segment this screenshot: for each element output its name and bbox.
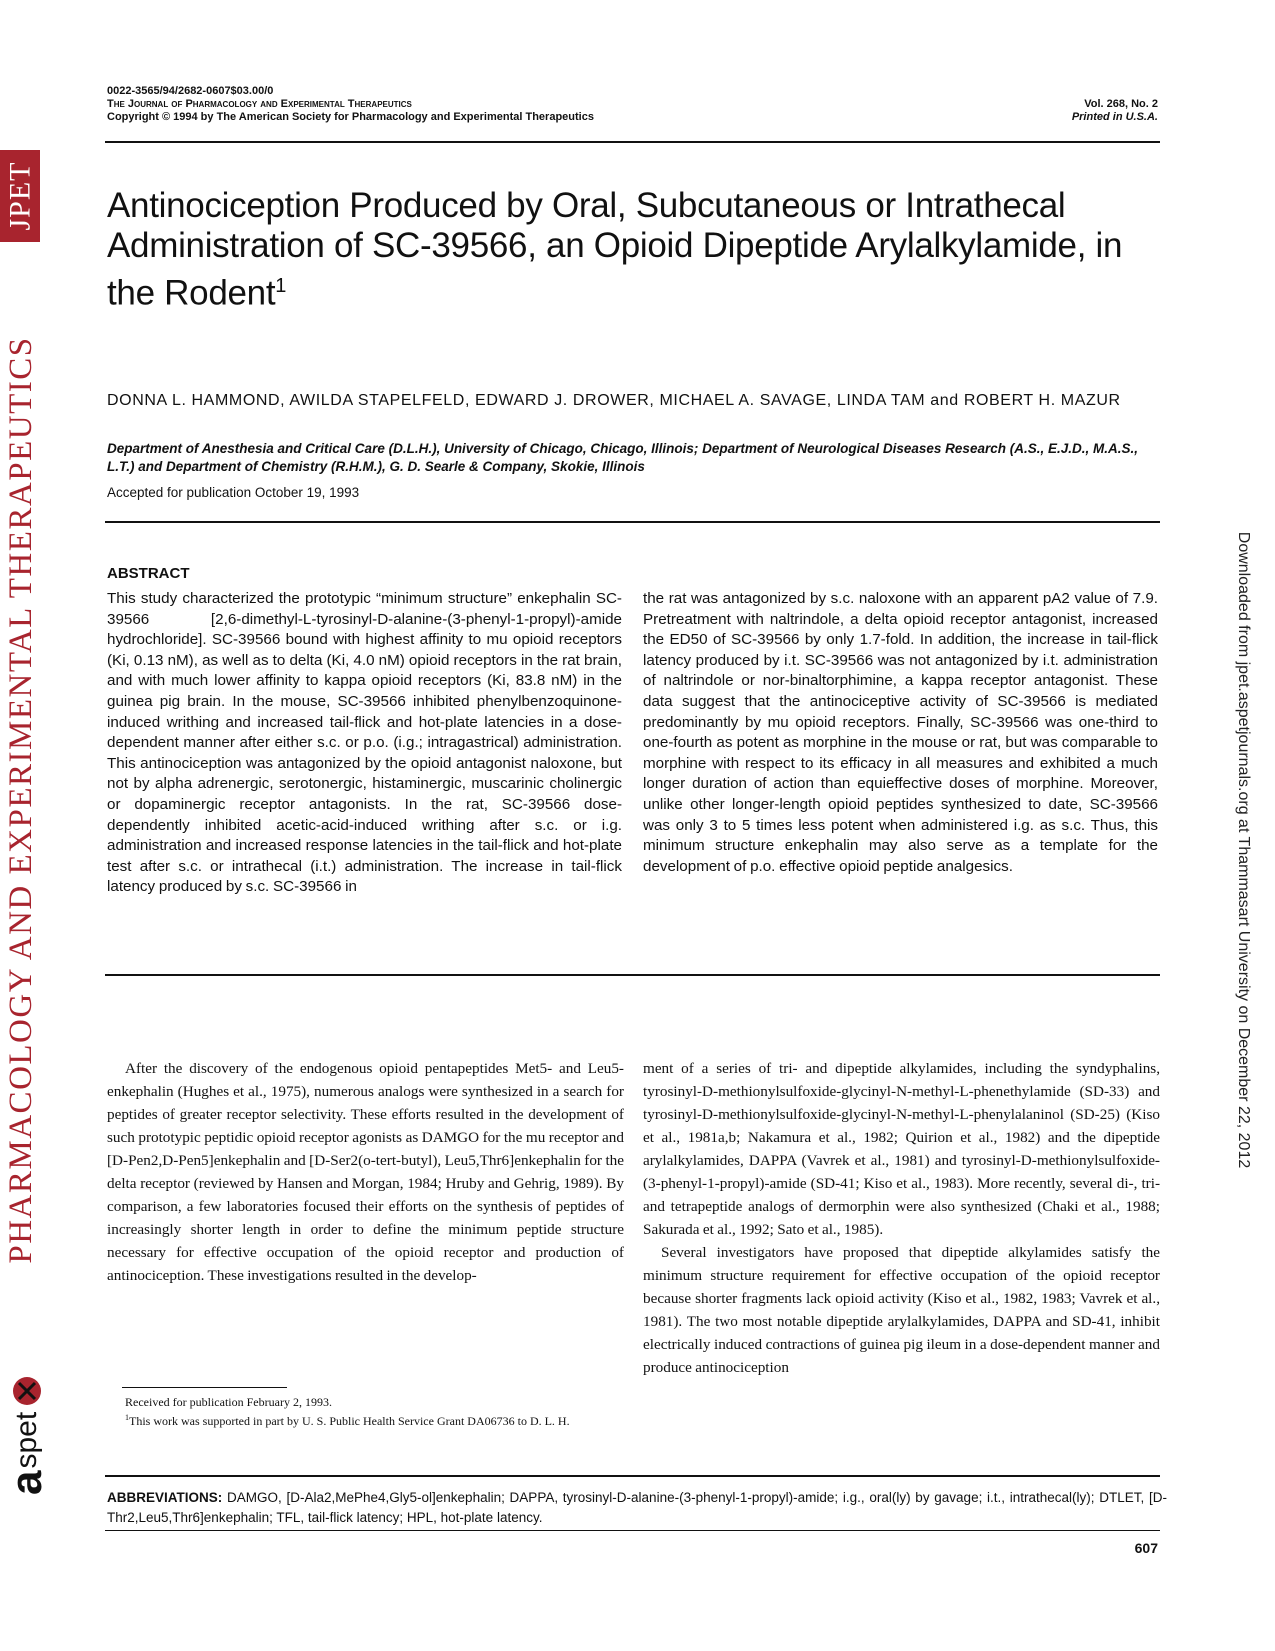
abstract-top-rule bbox=[105, 521, 1160, 523]
printed-in: Printed in U.S.A. bbox=[1071, 111, 1158, 123]
funding-footnote bbox=[107, 1410, 617, 1429]
body-paragraph: Several investigators have proposed that dipeptide alkylamides satisfy the minimum structure requirement for effective occupation of the opioid receptor because shorter fragments lack opioid activity (Kiso et al., 1982, 1983; Vavrek et al., 1981). The two most notable dipeptide arylalkylamides, DAPPA and SD-41, inhibit electrically induced contractions of guinea pig ileum in a dose-dependent manner and produce antinociception bbox=[643, 1244, 1160, 1376]
aspet-logo-a: a bbox=[2, 1470, 51, 1495]
article-title-text: Antinociception Produced by Oral, Subcutaneous or Intrathecal Administration of SC-39566, an Opioid Dipeptide Arylalkylamide, in the Rodent bbox=[107, 186, 1123, 313]
volume-info bbox=[1072, 98, 1158, 124]
footnote-rule bbox=[122, 1387, 287, 1388]
abstract-column-right bbox=[643, 589, 1158, 877]
abstract-column-left bbox=[107, 589, 622, 898]
jpet-badge bbox=[0, 150, 40, 242]
received-date: Received for publication February 2, 1993. bbox=[125, 1395, 332, 1409]
body-paragraph: ment of a series of tri- and dipeptide alkylamides, including the syndyphalins, tyrosinyl-D-methionylsulfoxide-glycinyl-N-methyl-L-phenethylamide (SD-33) and tyrosinyl-D-methionylsulfoxide-glycinyl-N-methyl-L-phenylalaninol (SD-25) (Kiso et al., 1981a,b; Nakamura et al., 1982; Quirion et al., 1982) and the dipeptide arylalkylamides, DAPPA (Vavrek et al., 1981) and tyrosinyl-D-methionylsulfoxide-(3-phenyl-1-propyl)-amide (SD-41; Kiso et al., 1983). More recently, several di-, tri- and tetrapeptide analogs of dermorphin were also synthesized (Chaki et al., 1988; Sakurada et al., 1992; Sato et al., 1985). bbox=[643, 1060, 1160, 1238]
abstract-text-left: This study characterized the prototypic “minimum structure” enkephalin SC-39566 [2,6-dimethyl-L-tyrosinyl-D-alanine-(3-phenyl-1-propyl)-amide hydrochloride]. SC-39566 bound with highest affinity to mu opioid receptors (Ki, 0.13 nM), as well as to delta (Ki, 4.0 nM) opioid receptors in the rat brain, and with much lower affinity to kappa opioid receptors (Ki, 83.8 nM) in the guinea pig brain. In the mouse, SC-39566 inhibited phenylbenzoquinone-induced writhing and increased tail-flick and hot-plate latencies in a dose-dependent manner after either s.c. or p.o. (i.g.; intragastrical) administration. This antinociception was antagonized by the opioid antagonist naloxone, but not by alpha adrenergic, serotonergic, histaminergic, muscarinic cholinergic or dopaminergic receptor antagonists. In the rat, SC-39566 dose-dependently inhibited acetic-acid-induced writhing after s.c. or i.g. administration and increased response latencies in the tail-flick and hot-plate test after s.c. or intrathecal (i.t.) administration. The increase in tail-flick latency produced by s.c. SC-39566 in bbox=[107, 590, 622, 896]
abbreviations-text: DAMGO, [D-Ala2,MePhe4,Gly5-ol]enkephalin; DAPPA, tyrosinyl-D-alanine-(3-phenyl-1-propyl)-amide; i.g., oral(ly) by gavage; i.t., intrathecal(ly); DTLET, [D-Thr2,Leu5,Thr6]enkephalin; TFL, tail-flick latency; HPL, hot-plate latency. bbox=[107, 1490, 1167, 1525]
abbreviations-label: ABBREVIATIONS: bbox=[107, 1490, 223, 1505]
header-rule bbox=[105, 141, 1160, 143]
body-column-left bbox=[107, 1057, 624, 1287]
journal-header bbox=[107, 85, 594, 124]
molecule-icon bbox=[10, 1374, 44, 1408]
aspet-logo-word: spet bbox=[10, 1411, 43, 1469]
article-code: 0022-3565/94/2682-0607$03.00/0 bbox=[107, 85, 274, 97]
abstract-bottom-rule bbox=[105, 974, 1160, 976]
abbreviations-rule bbox=[105, 1475, 1160, 1477]
bottom-rule bbox=[105, 1530, 1160, 1531]
abbreviations bbox=[107, 1488, 1167, 1528]
copyright-line: Copyright © 1994 by The American Society for Pharmacology and Experimental Therapeutics bbox=[107, 111, 594, 123]
abstract-text-right: the rat was antagonized by s.c. naloxone with an apparent pA2 value of 7.9. Pretreatment with naltrindole, a delta opioid receptor antagonist, increased the ED50 of SC-39566 by only 1.7-fold. In addition, the increase in tail-flick latency produced by i.t. SC-39566 was not antagonized by i.t. administration of naltrindole or nor-binaltorphimine, a kappa receptor antagonist. These data suggest that the antinociceptive activity of SC-39566 is mediated predominantly by mu opioid receptors. Finally, SC-39566 was one-third to one-fourth as potent as morphine in the mouse or rat, but was comparable to morphine with respect to its efficacy in all measures and exhibited a much longer duration of action than equieffective doses of morphine. Moreover, unlike other longer-length opioid peptides synthesized to date, SC-39566 was only 3 to 5 times less potent when administered i.g. as s.c. Thus, this minimum structure enkephalin may also serve as a template for the development of p.o. effective opioid peptide analgesics. bbox=[643, 590, 1158, 875]
funding-text: This work was supported in part by U. S. Public Health Service Grant DA06736 to D. L. H. bbox=[129, 1414, 570, 1428]
body-paragraph: After the discovery of the endogenous opioid pentapeptides Met5- and Leu5-enkephalin (Hughes et al., 1975), numerous analogs were synthesized in a search for peptides of greater receptor selectivity. These efforts resulted in the development of such prototypic peptidic opioid receptor agonists as DAMGO for the mu receptor and [D-Pen2,D-Pen5]enkephalin and [D-Ser2(o-tert-butyl), Leu5,Thr6]enkephalin for the delta receptor (reviewed by Hansen and Morgan, 1984; Hruby and Gehrig, 1989). By comparison, a few laboratories focused their efforts on the synthesis of peptides of increasingly shorter length in order to define the minimum peptide structure necessary for effective occupation of the opioid receptor and production of antinociception. These investigations resulted in the develop- bbox=[107, 1060, 624, 1284]
author-list: DONNA L. HAMMOND, AWILDA STAPELFELD, EDWARD J. DROWER, MICHAEL A. SAVAGE, LINDA TAM and ROBERT H. MAZUR bbox=[107, 392, 1121, 409]
body-column-right bbox=[643, 1057, 1160, 1379]
footnote-mark: 1 bbox=[125, 1413, 129, 1422]
download-note: Downloaded from jpet.aspetjournals.org at Thammasart University on December 22, 2012 bbox=[1235, 531, 1252, 1169]
journal-vertical-name: PHARMACOLOGY AND EXPERIMENTAL THERAPEUTICS bbox=[3, 336, 39, 1264]
footnotes bbox=[107, 1394, 617, 1429]
accepted-date: Accepted for publication October 19, 1993 bbox=[107, 485, 360, 500]
title-footnote-mark: 1 bbox=[275, 275, 287, 297]
jpet-badge-text: JPET bbox=[3, 161, 37, 231]
page-number: 607 bbox=[1134, 1540, 1158, 1556]
article-title bbox=[107, 186, 1167, 314]
journal-title: The Journal of Pharmacology and Experimental Therapeutics bbox=[107, 98, 412, 110]
aspet-logo bbox=[2, 1325, 52, 1495]
volume-number: Vol. 268, No. 2 bbox=[1084, 98, 1158, 110]
abstract-heading: ABSTRACT bbox=[107, 565, 190, 582]
affiliations: Department of Anesthesia and Critical Care (D.L.H.), University of Chicago, Chicago, Illinois; Department of Neurological Diseases Research (A.S., E.J.D., M.A.S., L.T.) and Department of Chemistry (R.H.M.), G. D. Searle & Company, Skokie, Illinois bbox=[107, 441, 1138, 474]
